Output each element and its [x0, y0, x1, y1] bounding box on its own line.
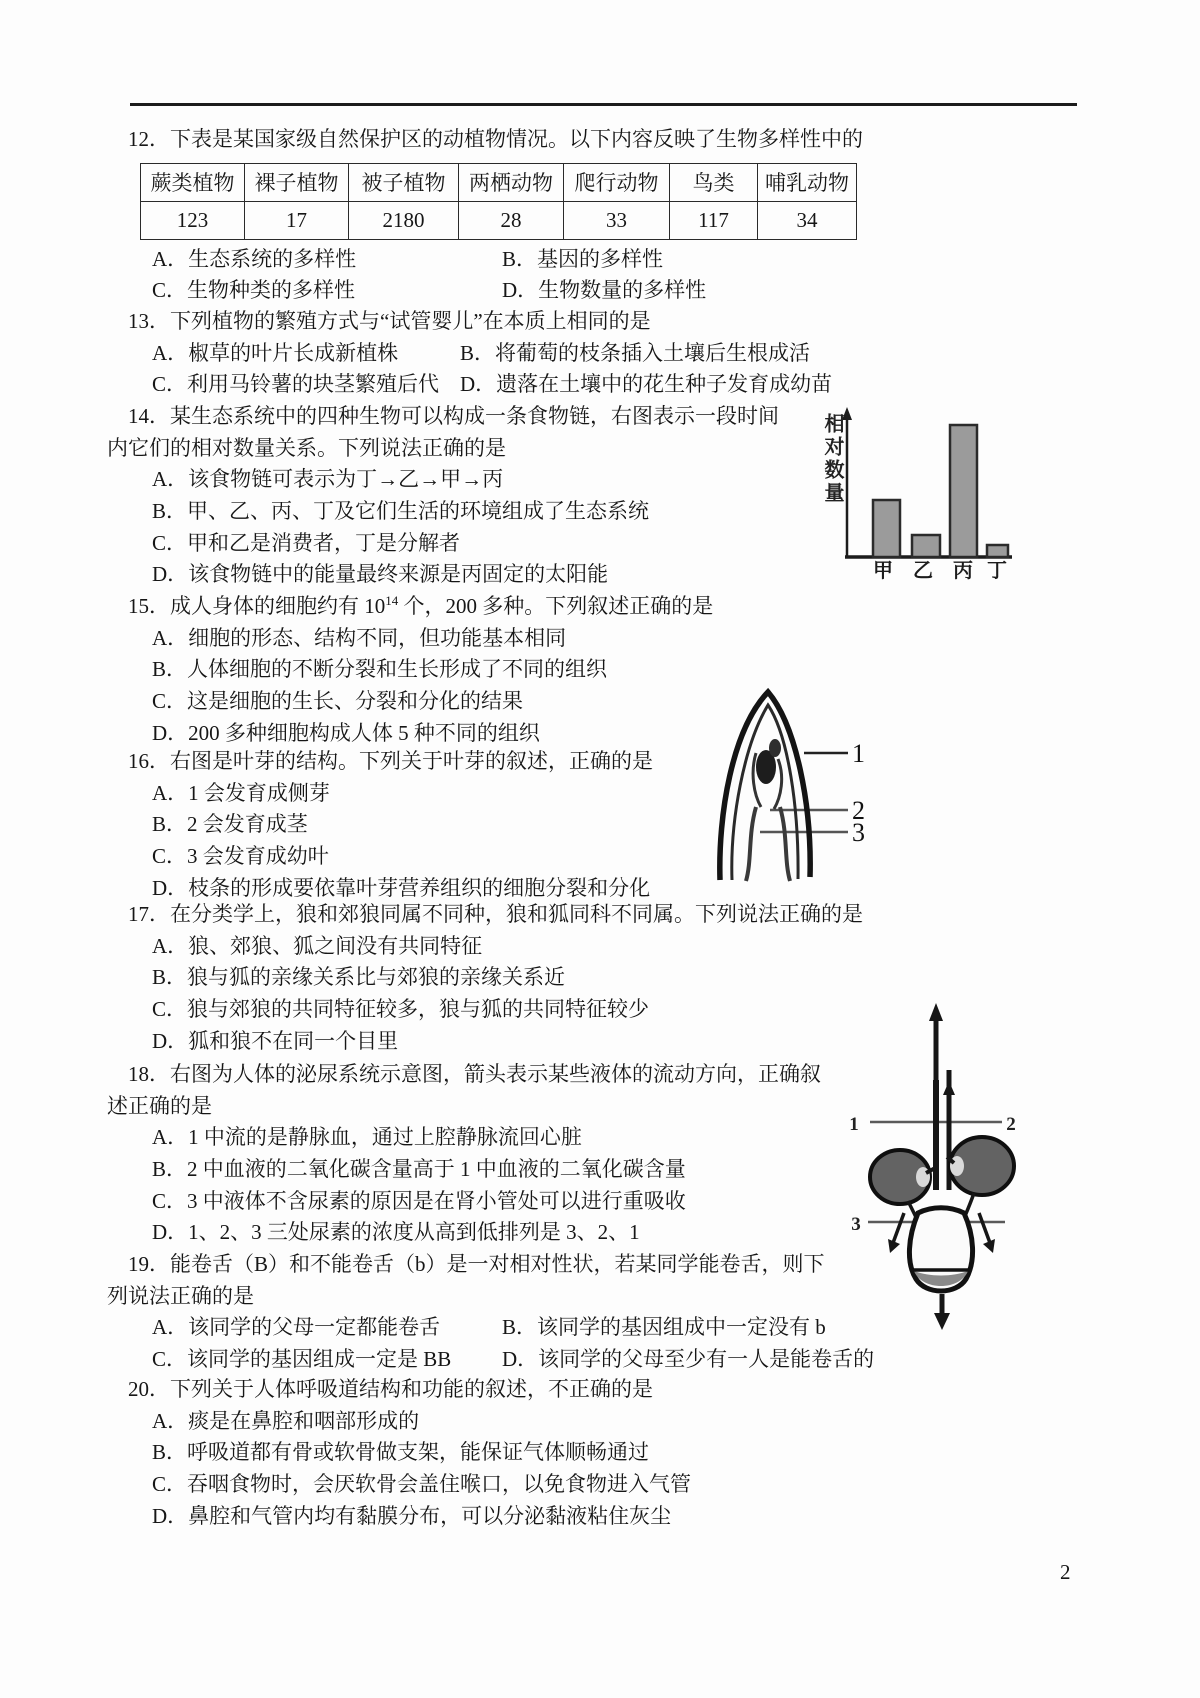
option-c: C．甲和乙是消费者，丁是分解者: [152, 530, 461, 555]
question-20: [0, 1374, 1200, 1532]
option-d: D．生物数量的多样性: [502, 278, 707, 303]
table-header-cell: 爬行动物: [564, 163, 670, 201]
option-b: B．将葡萄的枝条插入土壤后生根成活: [460, 340, 811, 365]
table-value-cell: 28: [459, 201, 564, 239]
figure-label-1: 1: [849, 1114, 859, 1135]
x-tick-ding: 丁: [987, 560, 1007, 582]
question-13: [0, 306, 1200, 401]
option-c: C．狼与郊狼的共同特征较多，狼与狐的共同特征较少: [152, 997, 650, 1022]
x-tick-bing: 丙: [953, 560, 973, 582]
option-b: B．人体细胞的不断分裂和生长形成了不同的组织: [152, 657, 608, 682]
figure-label-2: 2: [852, 796, 865, 825]
option-c: C．该同学的基因组成一定是 BB: [152, 1347, 452, 1372]
urine-flow-left: [893, 1213, 904, 1243]
urine-flow-right: [979, 1213, 990, 1243]
option-b: B．2 中血液的二氧化碳含量高于 1 中血液的二氧化碳含量: [152, 1157, 686, 1182]
option-b: B．该同学的基因组成中一定没有 b: [502, 1315, 826, 1340]
question-16: [0, 746, 1200, 904]
up-arrow-small-icon: [943, 1081, 955, 1095]
x-tick-jia: 甲: [873, 560, 893, 582]
question-13-options-ab: [0, 338, 1200, 370]
option-c: C．吞咽食物时，会厌软骨会盖住喉口，以免食物进入气管: [152, 1472, 692, 1497]
question-13-options-cd: [0, 369, 1200, 401]
option-d: D．1、2、3 三处尿素的浓度从高到低排列是 3、2、1: [152, 1220, 640, 1245]
table-header-row: [141, 163, 857, 201]
question-19-options-ab: [0, 1312, 1200, 1344]
stem-text: 个，200 多种。下列叙述正确的是: [398, 594, 714, 618]
option-b: B．甲、乙、丙、丁及它们生活的环境组成了生态系统: [152, 499, 650, 524]
question-13-stem: 13．下列植物的繁殖方式与“试管婴儿”在本质上相同的是: [128, 309, 651, 333]
option-c: C．3 中液体不含尿素的原因是在肾小管处可以进行重吸收: [152, 1188, 686, 1213]
question-20-stem: 20．下列关于人体呼吸道结构和功能的叙述，不正确的是: [128, 1377, 653, 1401]
option-c: C．生物种类的多样性: [152, 278, 356, 303]
figure-label-2: 2: [1006, 1114, 1016, 1135]
option-b: B．2 会发育成茎: [152, 812, 308, 837]
figure-label-3: 3: [851, 1214, 861, 1235]
bud-axis: [780, 807, 790, 881]
option-d: D．200 多种细胞构成人体 5 种不同的组织: [152, 720, 540, 745]
option-a: A．痰是在鼻腔和咽部形成的: [152, 1408, 420, 1433]
question-12-options-ab: [0, 244, 1200, 276]
table-header-cell: 哺乳动物: [758, 163, 857, 201]
table-value-cell: 117: [670, 201, 758, 239]
table-header-cell: 被子植物: [349, 163, 459, 201]
table-value-row: [141, 201, 857, 239]
table-value-cell: 34: [758, 201, 857, 239]
figure-label-1: 1: [852, 739, 865, 768]
question-12: [0, 124, 1200, 307]
bar-ding: [987, 545, 1008, 557]
up-arrow-icon: [929, 1003, 943, 1021]
bar-yi: [912, 535, 940, 557]
option-d: D．遗落在土壤中的花生种子发育成幼苗: [460, 372, 833, 397]
table-header-cell: 鸟类: [670, 163, 758, 201]
bar-jia: [873, 500, 900, 557]
question-14-stem-line2: 内它们的相对数量关系。下列说法正确的是: [107, 435, 506, 460]
question-17-stem: 17．在分类学上，狼和郊狼同属不同种，狼和狐同科不同属。下列说法正确的是: [128, 902, 863, 926]
bar-bing: [950, 425, 977, 557]
question-19-stem-line2: 列说法正确的是: [107, 1283, 254, 1308]
table-header-cell: 裸子植物: [245, 163, 349, 201]
question-14: [0, 401, 1200, 591]
option-b: B．呼吸道都有骨或软骨做支架，能保证气体顺畅通过: [152, 1440, 650, 1465]
top-rule: [130, 103, 1077, 106]
y-axis-label: 相对数量: [821, 413, 843, 505]
question-12-options-cd: [0, 275, 1200, 307]
question-16-stem: 16．右图是叶芽的结构。下列关于叶芽的叙述，正确的是: [128, 749, 653, 773]
question-18-stem-line2: 述正确的是: [107, 1093, 212, 1118]
exponent: 14: [385, 593, 399, 608]
x-tick-yi: 乙: [913, 560, 933, 582]
option-a: A．细胞的形态、结构不同，但功能基本相同: [152, 625, 567, 650]
table-header-cell: 蕨类植物: [141, 163, 245, 201]
stem-text: 15．成人身体的细胞约有 10: [128, 594, 386, 618]
question-15-stem: [0, 591, 1200, 623]
option-a: A．该食物链可表示为丁→乙→甲→丙: [152, 467, 504, 492]
page-number: 2: [1060, 1560, 1071, 1584]
question-15: [0, 591, 1200, 749]
bud-axis: [746, 807, 756, 881]
option-b: B．狼与狐的亲缘关系比与郊狼的亲缘关系近: [152, 965, 566, 990]
option-d: D．鼻腔和气管内均有黏膜分布，可以分泌黏液粘住灰尘: [152, 1503, 672, 1528]
question-12-stem: 12．下表是某国家级自然保护区的动植物情况。以下内容反映了生物多样性中的: [128, 127, 863, 151]
option-a: A．生态系统的多样性: [152, 246, 357, 271]
young-leaf: [769, 739, 781, 757]
table-value-cell: 17: [245, 201, 349, 239]
option-d: D．枝条的形成要依靠叶芽营养组织的细胞分裂和分化: [152, 875, 651, 900]
table-header-cell: 两栖动物: [459, 163, 564, 201]
figure-label-3: 3: [852, 818, 865, 847]
option-c: C．3 会发育成幼叶: [152, 844, 329, 869]
option-a: A．1 中流的是静脉血，通过上腔静脉流回心脏: [152, 1125, 582, 1150]
question-18-stem-line1: 18．右图为人体的泌尿系统示意图，箭头表示某些液体的流动方向，正确叙: [128, 1062, 821, 1086]
table-value-cell: 2180: [349, 201, 459, 239]
option-a: A．1 会发育成侧芽: [152, 780, 330, 805]
question-19: [0, 1249, 1200, 1376]
question-19-options-cd: [0, 1344, 1200, 1376]
option-d: D．狐和狼不在同一个目里: [152, 1028, 399, 1053]
question-19-stem-line1: 19．能卷舌（B）和不能卷舌（b）是一对相对性状，若某同学能卷舌，则下: [128, 1252, 825, 1276]
option-c: C．利用马铃薯的块茎繁殖后代: [152, 372, 440, 397]
option-a: A．椒草的叶片长成新植株: [152, 340, 399, 365]
option-a: A．该同学的父母一定都能卷舌: [152, 1315, 441, 1340]
table-value-cell: 33: [564, 201, 670, 239]
species-table: [140, 163, 857, 240]
option-d: D．该食物链中的能量最终来源是丙固定的太阳能: [152, 562, 609, 587]
table-value-cell: 123: [141, 201, 245, 239]
leaf-bud-diagram: [700, 655, 875, 883]
question-14-stem-line1: 14．某生态系统中的四种生物可以构成一条食物链，右图表示一段时间: [128, 404, 779, 428]
option-a: A．狼、郊狼、狐之间没有共同特征: [152, 933, 483, 958]
option-b: B．基因的多样性: [502, 246, 664, 271]
option-d: D．该同学的父母至少有一人是能卷舌的: [502, 1347, 875, 1372]
option-c: C．这是细胞的生长、分裂和分化的结果: [152, 689, 524, 714]
